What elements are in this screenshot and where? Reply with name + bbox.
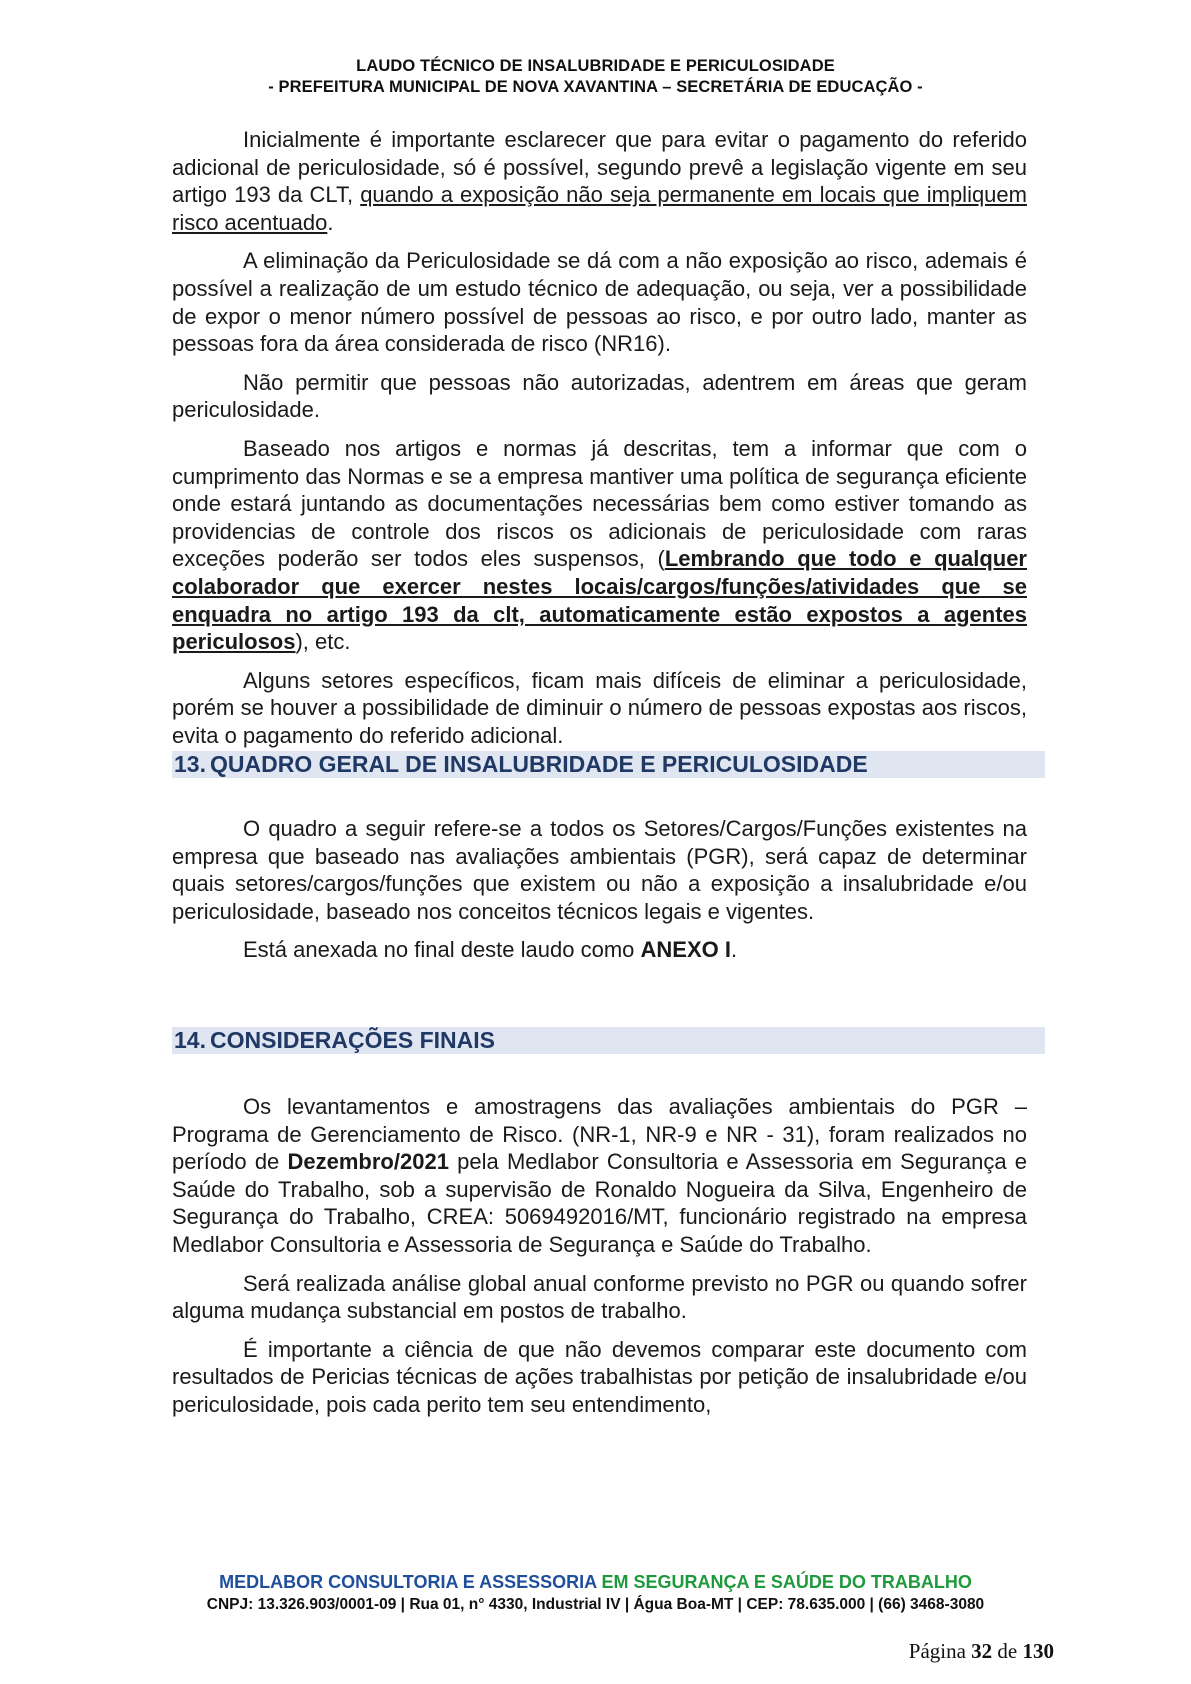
body-block-3: [172, 1093, 1027, 1430]
footer-company: [0, 1571, 1191, 1593]
paragraph: Será realizada análise global anual conforme previsto no PGR ou quando sofrer alguma mudança substancial em postos de trabalho.: [172, 1270, 1027, 1324]
document-header: [0, 56, 1191, 98]
paragraph: [172, 936, 1027, 964]
text: Está anexada no final deste laudo como: [243, 937, 641, 963]
paragraph: [172, 1093, 1027, 1259]
paragraph: A eliminação da Periculosidade se dá com a não exposição ao risco, ademais é possível a realização de um estudo técnico de adequação, ou seja, ver a possibilidade de expor o menor número possível de pessoas ao risco, e por outro lado, manter as pessoas fora da área considerada de risco (NR16).: [172, 248, 1027, 357]
section-heading-14: [172, 1027, 1045, 1054]
text: pela Medlabor Consultoria e Assessoria em Segurança e Saúde do Trabalho, sob a supervisão de Ronaldo Nogueira da Silva, Engenheiro de Segurança do Trabalho, CREA: 5069492016/MT, funcionário registrado na empresa Medlabor Consultoria e Assessoria de Segurança e Saúde do Trabalho.: [172, 1149, 1028, 1257]
body-block-2: [172, 815, 1027, 975]
text: Os levantamentos e amostragens das avaliações ambientais do PGR – Programa de Gerenciamento de Risco. (NR-1, NR-9 e NR - 31), foram realizados no período de: [172, 1094, 1027, 1175]
footer-company-tagline: EM SEGURANÇA E SAÚDE DO TRABALHO: [596, 1572, 972, 1592]
text: de: [992, 1639, 1023, 1663]
text: Baseado nos artigos e normas já descritas, tem a informar que com o cumprimento das Normas e se a empresa mantiver uma política de segurança eficiente onde estará juntando as documentações necessárias bem como estiver tomando as providencias de controle dos riscos os adicionais de periculosidade com raras exceções poderão ser todos eles suspensos,: [172, 435, 1027, 572]
section-number: 13.: [174, 751, 206, 777]
bold-text: ANEXO I: [640, 937, 731, 963]
paragraph: [172, 435, 1027, 656]
underlined-text: quando a exposição não seja permanente em locais que impliquem risco acentuado: [172, 182, 1027, 235]
section-number: 14.: [174, 1027, 206, 1053]
current-page: 32: [971, 1639, 993, 1663]
footer-address: CNPJ: 13.326.903/0001-09 | Rua 01, n° 4330, Industrial IV | Água Boa-MT | CEP: 78.635.000 | (66) 3468-3080: [206, 1596, 985, 1613]
footer-company-name: MEDLABOR CONSULTORIA E ASSESSORIA: [219, 1572, 597, 1592]
section-title: CONSIDERAÇÕES FINAIS: [210, 1027, 495, 1053]
header-subtitle: - PREFEITURA MUNICIPAL DE NOVA XAVANTINA – SECRETÁRIA DE EDUCAÇÃO -: [268, 78, 923, 96]
paragraph: É importante a ciência de que não devemos comparar este documento com resultados de Pericias técnicas de ações trabalhistas por petição de insalubridade e/ou periculosidade, pois cada perito tem seu entendimento,: [172, 1336, 1027, 1417]
page-number: [909, 1638, 1054, 1664]
text: Inicialmente é importante esclarecer que para evitar o pagamento do referido adicional de periculosidade, só é possível, segundo prevê a legislação vigente em seu artigo 193 da CLT,: [172, 127, 1027, 208]
bold-underlined-text: Lembrando que todo e qualquer colaborador que exercer nestes locais/cargos/funções/atividades que se enquadra no artigo 193 da clt, automaticamente estão expostos a agentes periculosos: [172, 546, 1027, 655]
text: .: [327, 209, 334, 235]
paragraph: Alguns setores específicos, ficam mais difíceis de eliminar a periculosidade, porém se houver a possibilidade de diminuir o número de pessoas expostas aos riscos, evita o pagamento do referido adicional.: [172, 667, 1027, 748]
bold-text: Dezembro/2021: [287, 1149, 449, 1175]
text: Página: [908, 1639, 972, 1663]
paragraph: [172, 126, 1027, 236]
text: .: [730, 937, 738, 963]
paragraph: O quadro a seguir refere-se a todos os Setores/Cargos/Funções existentes na empresa que baseado nas avaliações ambientais (PGR), será capaz de determinar quais setores/cargos/funções que existem ou não a exposição a insalubridade e/ou periculosidade, baseado nos conceitos técnicos legais e vigentes.: [172, 816, 1027, 924]
text: (: [657, 546, 665, 572]
section-title: QUADRO GERAL DE INSALUBRIDADE E PERICULOSIDADE: [210, 751, 868, 777]
text: ), etc.: [295, 629, 351, 655]
body-block-1: [172, 126, 1027, 760]
header-title: LAUDO TÉCNICO DE INSALUBRIDADE E PERICULOSIDADE: [356, 57, 835, 75]
total-pages: 130: [1022, 1639, 1054, 1663]
paragraph: Não permitir que pessoas não autorizadas, adentrem em áreas que geram periculosidade.: [172, 369, 1027, 423]
section-heading-13: [172, 751, 1045, 778]
